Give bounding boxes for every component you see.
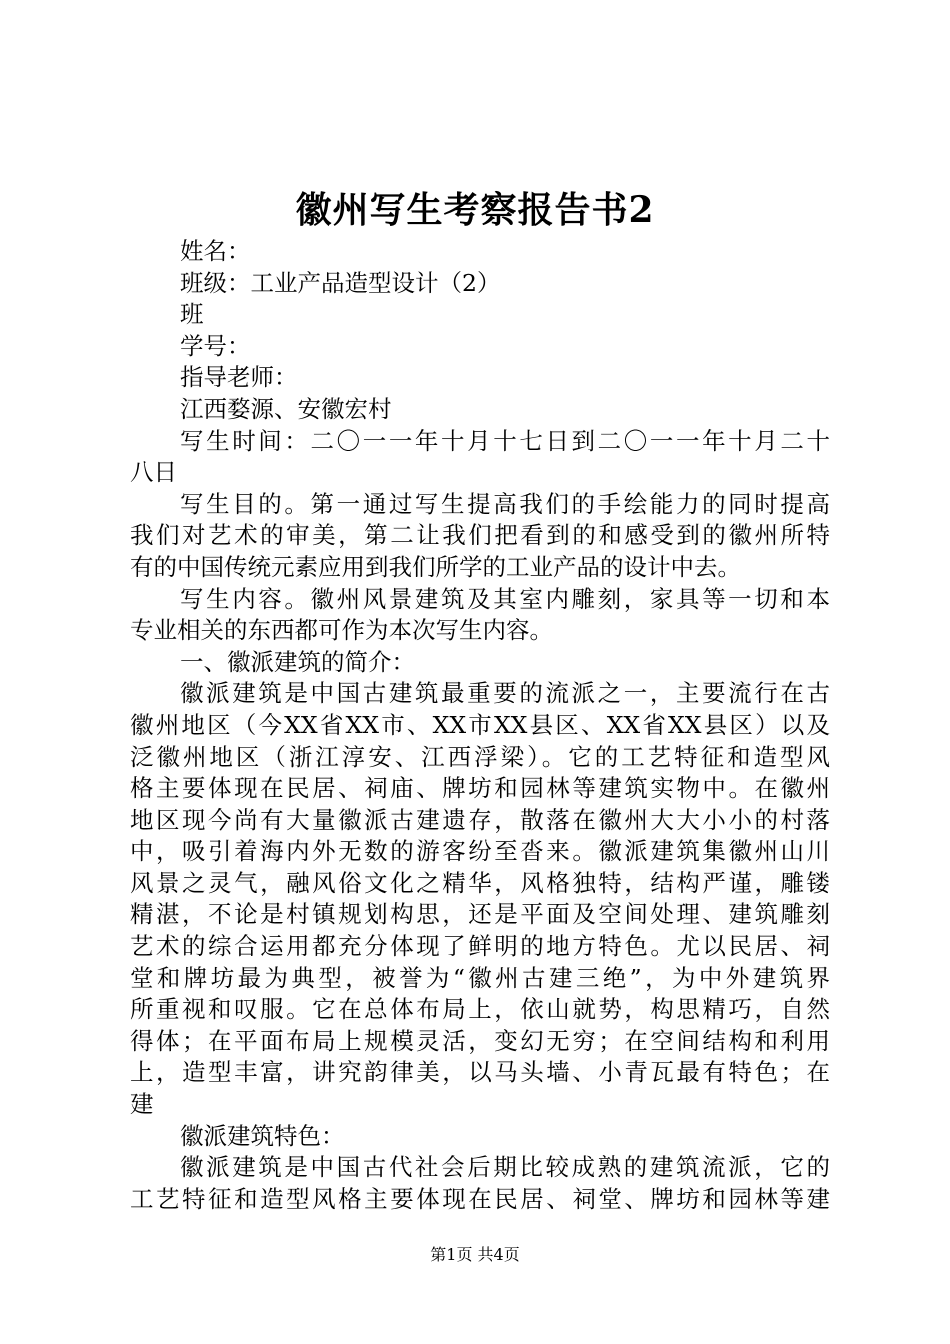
section-heading: 一、徽派建筑的简介：	[180, 647, 415, 676]
intro-paragraph-line: 上，造型丰富，讲究韵律美，以马头墙、小青瓦最有特色；在	[130, 1058, 830, 1087]
features-paragraph-line: 工艺特征和造型风格主要体现在民居、祠堂、牌坊和园林等建	[130, 1184, 830, 1213]
name-field: 姓名：	[180, 237, 251, 265]
intro-paragraph-line: 中，吸引着海内外无数的游客纷至沓来。徽派建筑集徽州山川	[130, 837, 830, 866]
location-field: 江西婺源、安徽宏村	[180, 394, 392, 423]
intro-paragraph-line: 地区现今尚有大量徽派古建遗存，散落在徽州大大小小的村落	[130, 805, 830, 834]
student-id-field: 学号：	[180, 331, 251, 360]
class-field: 班级：工业产品造型设计（2）	[180, 268, 501, 297]
section-heading: 徽派建筑特色：	[180, 1121, 345, 1150]
intro-paragraph-line: 艺术的综合运用都充分体现了鲜明的地方特色。尤以民居、祠	[130, 932, 830, 961]
content-paragraph-line: 写生内容。徽州风景建筑及其室内雕刻，家具等一切和本	[180, 584, 830, 613]
intro-paragraph-line: 徽派建筑是中国古建筑最重要的流派之一，主要流行在古	[180, 679, 830, 708]
features-paragraph-line: 徽派建筑是中国古代社会后期比较成熟的建筑流派，它的	[180, 1153, 830, 1182]
purpose-paragraph-line: 有的中国传统元素应用到我们所学的工业产品的设计中去。	[130, 552, 741, 581]
intro-paragraph-line: 风景之灵气，融风俗文化之精华，风格独特，结构严谨，雕镂	[130, 868, 830, 897]
class-field-continued: 班	[180, 300, 204, 329]
intro-paragraph-line: 精湛，不论是村镇规划构思，还是平面及空间处理、建筑雕刻	[130, 900, 830, 929]
time-field: 写生时间：二〇一一年十月十七日到二〇一一年十月二十	[180, 426, 830, 455]
intro-paragraph-line: 堂和牌坊最为典型，被誉为“徽州古建三绝”，为中外建筑界	[130, 963, 830, 992]
purpose-paragraph-line: 我们对艺术的审美，第二让我们把看到的和感受到的徽州所特	[130, 521, 830, 550]
document-body	[130, 236, 830, 1215]
intro-paragraph-line: 徽州地区（今XX省XX市、XX市XX县区、XX省XX县区）以及	[130, 710, 830, 739]
intro-paragraph-line: 建	[130, 1090, 154, 1119]
purpose-paragraph-line: 写生目的。第一通过写生提高我们的手绘能力的同时提高	[180, 489, 830, 518]
page-footer: 第1页 共4页	[430, 1245, 520, 1264]
content-paragraph-line: 专业相关的东西都可作为本次写生内容。	[130, 616, 553, 645]
intro-paragraph-line: 得体；在平面布局上规模灵活，变幻无穷；在空间结构和利用	[130, 1026, 830, 1055]
intro-paragraph-line: 所重视和叹服。它在总体布局上，依山就势，构思精巧，自然	[130, 995, 830, 1024]
document-title: 徽州写生考察报告书2	[295, 189, 655, 231]
time-field-continued: 八日	[130, 458, 177, 487]
intro-paragraph-line: 泛徽州地区（浙江淳安、江西浮梁）。它的工艺特征和造型风	[130, 742, 830, 771]
teacher-field: 指导老师：	[180, 363, 298, 392]
intro-paragraph-line: 格主要体现在民居、祠庙、牌坊和园林等建筑实物中。在徽州	[130, 774, 830, 803]
